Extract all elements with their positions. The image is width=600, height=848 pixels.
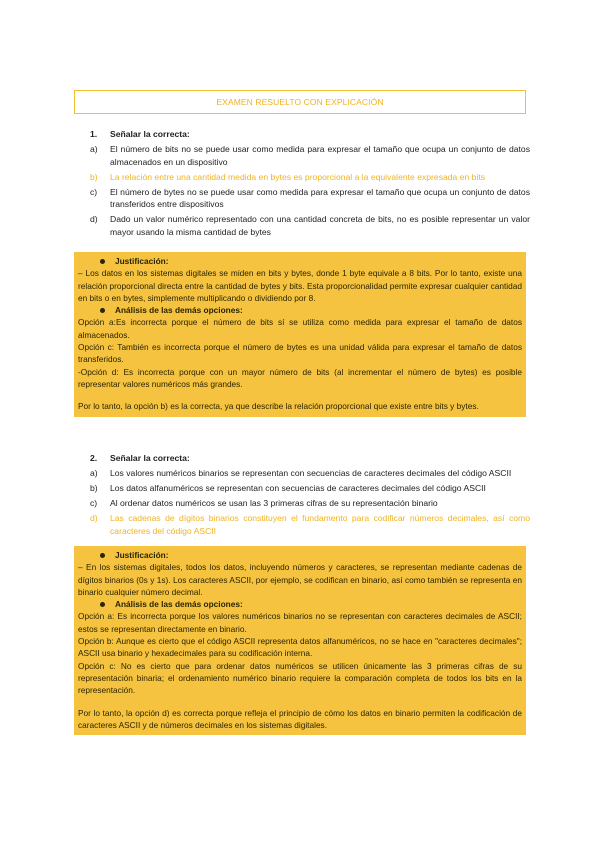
option-text: La relación entre una cantidad medida en bytes es proporcional a la equivalente expresada en bits — [110, 171, 486, 182]
justification-box-1 — [74, 252, 526, 417]
option-d-correct — [90, 512, 530, 537]
question-1 — [90, 128, 530, 241]
option-text: Las cadenas de dígitos binarios constituyen el fundamento para codificar números decimales, así como caracteres del código ASCII — [110, 513, 530, 536]
analysis-item: Opción c: No es cierto que para ordenar datos numéricos se utilicen únicamente las 3 primeras cifras de su representación binaria; el ordenamiento numérico binario requiere la comparación completa de todos los bits en la representación. — [78, 660, 522, 696]
bullet-icon — [100, 602, 105, 607]
option-a — [90, 467, 530, 479]
option-letter: c) — [90, 498, 98, 509]
analysis-heading — [78, 304, 522, 316]
justification-box-2 — [74, 546, 526, 735]
analysis-item: Opción a:Es incorrecta porque el número de bits sí se utiliza como medida para expresar el tamaño de datos almacenados. — [78, 317, 522, 340]
question-heading-text: Señalar la correcta: — [110, 129, 190, 139]
exam-title: EXAMEN RESUELTO CON EXPLICACIÓN — [74, 90, 526, 114]
option-text: Dado un valor numérico representado con una cantidad concreta de bits, no es posible representar un valor mayor usando la misma cantidad de bytes — [110, 214, 530, 237]
option-letter: d) — [90, 214, 98, 225]
bullet-icon — [100, 259, 105, 264]
analysis-item: Opción c: También es incorrecta porque el número de bytes es una unidad válida para expresar el tamaño de datos transferidos. — [78, 342, 522, 365]
conclusion-text: Por lo tanto, la opción d) es correcta porque refleja el principio de cómo los datos en binario permiten la codificación de caracteres ASCII y de números decimales en los sistemas digitales. — [78, 707, 522, 730]
justification-label: Justificación: — [115, 550, 169, 560]
option-d — [90, 213, 530, 238]
question-number: 2. — [90, 453, 98, 463]
analysis-item: -Opción d: Es incorrecta porque con un mayor número de bits (al incrementar el número de bytes) es posible representar valores numéricos más grandes. — [78, 366, 522, 389]
option-text: El número de bits no se puede usar como medida para expresar el tamaño que ocupa un conjunto de datos almacenados en un dispositivo — [110, 144, 530, 167]
analysis-heading — [78, 598, 522, 610]
option-letter: b) — [90, 483, 98, 494]
option-text: Los datos alfanuméricos se representan con secuencias de caracteres decimales del código ASCII — [110, 483, 486, 494]
question-2 — [90, 452, 530, 540]
option-c — [90, 186, 530, 211]
question-heading-text: Señalar la correcta: — [110, 453, 190, 463]
justification-text: – Los datos en los sistemas digitales se miden en bits y bytes, donde 1 byte equivale a 8 bits. Por lo tanto, existe una relación proporcional directa entre la cantidad de bytes y bits. Esta proporcionalidad permite expresar cualquier cantidad en bits o en bytes, simplemente multiplicando o dividiendo por 8. — [78, 268, 522, 303]
option-text: Los valores numéricos binarios se representan con secuencias de caracteres decimales del código ASCII — [110, 468, 512, 479]
question-heading — [90, 128, 530, 140]
analysis-label: Análisis de las demás opciones: — [115, 305, 243, 316]
option-b — [90, 482, 530, 494]
question-heading — [90, 452, 530, 464]
analysis-label: Análisis de las demás opciones: — [115, 599, 243, 610]
option-c — [90, 497, 530, 509]
justification-heading — [78, 255, 522, 267]
option-letter: b) — [90, 171, 98, 182]
conclusion-text: Por lo tanto, la opción b) es la correcta, ya que describe la relación proporcional que existe entre bits y bytes. — [78, 401, 479, 412]
option-letter: a) — [90, 468, 98, 479]
option-letter: a) — [90, 144, 98, 155]
justification-text: – En los sistemas digitales, todos los datos, incluyendo números y caracteres, se representan mediante cadenas de dígitos binarios (0s y 1s). Los caracteres ASCII, por ejemplo, se codifican en binario, así como también se representa en binario cualquier número decimal. — [78, 562, 522, 597]
option-b-correct — [90, 171, 530, 183]
justification-heading — [78, 549, 522, 561]
bullet-icon — [100, 308, 105, 313]
option-text: El número de bytes no se puede usar como medida para expresar el tamaño que ocupa un conjunto de datos transferidos entre dispositivos — [110, 186, 530, 210]
option-a — [90, 143, 530, 168]
justification-label: Justificación: — [115, 256, 169, 266]
analysis-item: Opción b: Aunque es cierto que el código ASCII representa datos alfanuméricos, no se hace en "caracteres decimales"; ASCII usa binario y hexadecimales para su codificación interna. — [78, 636, 522, 659]
option-text: Al ordenar datos numéricos se usan las 3 primeras cifras de su representación binario — [110, 498, 438, 509]
option-letter: d) — [90, 513, 98, 524]
option-letter: c) — [90, 186, 98, 197]
bullet-icon — [100, 553, 105, 558]
question-number: 1. — [90, 129, 98, 139]
analysis-item: Opción a: Es incorrecta porque los valores numéricos binarios no se representan con caracteres decimales de ASCII; estos se representan directamente en binario. — [78, 611, 522, 634]
